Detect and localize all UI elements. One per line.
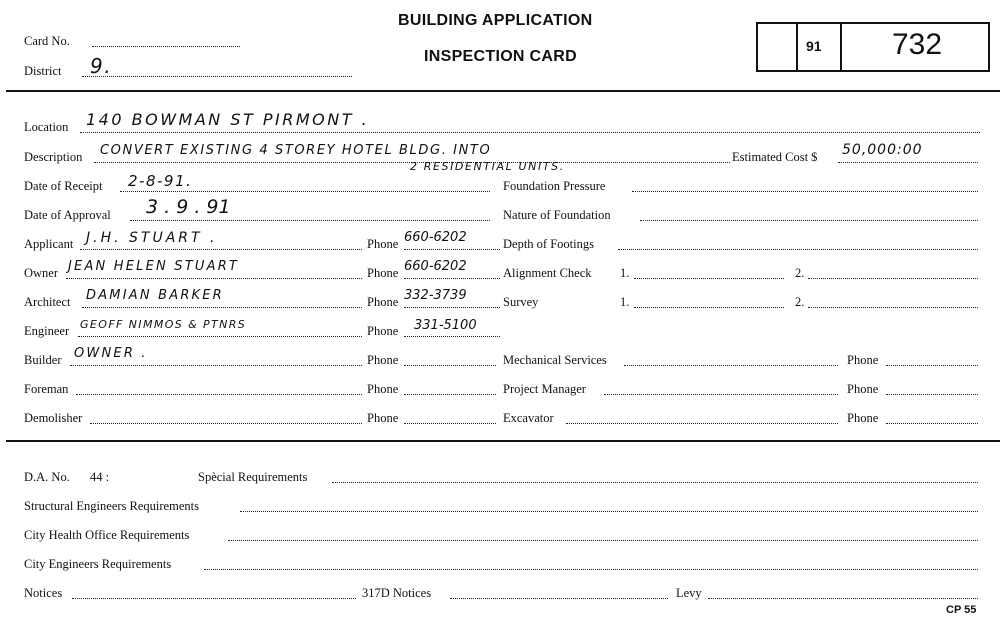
owner-field[interactable] (66, 278, 362, 279)
top-rule (6, 90, 1000, 92)
survey-2-field[interactable] (808, 307, 978, 308)
depth-of-footings-label: Depth of Footings (503, 237, 594, 251)
card-number-value: 732 (892, 28, 943, 61)
applicant-phone-field[interactable] (404, 249, 500, 250)
health-requirements-label: City Health Office Requirements (24, 528, 190, 542)
alignment-check-2-field[interactable] (808, 278, 978, 279)
date-of-receipt-field[interactable] (120, 191, 490, 192)
district-label: District (24, 64, 62, 78)
foreman-phone-label: Phone (367, 382, 399, 396)
builder-phone-label: Phone (367, 353, 399, 367)
notices-label: Notices (24, 586, 63, 600)
foundation-pressure-label: Foundation Pressure (503, 179, 606, 193)
alignment-check-1-field[interactable] (634, 278, 784, 279)
architect-value: DAMIAN BARKER (86, 288, 224, 303)
box-divider-1 (796, 24, 798, 70)
mechanical-services-field[interactable] (624, 365, 838, 366)
notices-317d-label: 317D Notices (362, 586, 432, 600)
description-label: Description (24, 150, 83, 164)
builder-value: OWNER . (74, 346, 148, 361)
health-requirements-field[interactable] (228, 540, 978, 541)
title-line-2: INSPECTION CARD (424, 48, 577, 65)
date-of-receipt-value: 2-8-91. (128, 172, 193, 190)
demolisher-phone-field[interactable] (404, 423, 496, 424)
architect-phone-value: 332-3739 (404, 288, 467, 303)
nature-of-foundation-label: Nature of Foundation (503, 208, 611, 222)
city-engineers-requirements-field[interactable] (204, 569, 978, 570)
applicant-value: J.H. STUART . (86, 230, 218, 246)
special-requirements-label: Spècial Requirements (198, 470, 308, 484)
excavator-label: Excavator (503, 411, 554, 425)
alignment-check-1-label: 1. (620, 266, 630, 280)
notices-field[interactable] (72, 598, 356, 599)
owner-phone-label: Phone (367, 266, 399, 280)
project-manager-field[interactable] (604, 394, 838, 395)
da-no-label: D.A. No. (24, 470, 70, 484)
district-field[interactable] (82, 76, 352, 77)
owner-phone-value: 660-6202 (404, 259, 467, 274)
demolisher-phone-label: Phone (367, 411, 399, 425)
alignment-check-2-label: 2. (795, 266, 805, 280)
survey-label: Survey (503, 295, 539, 309)
middle-rule (6, 440, 1000, 442)
builder-field[interactable] (70, 365, 362, 366)
engineer-phone-value: 331-5100 (414, 318, 477, 333)
district-value: 9. (90, 54, 113, 78)
architect-label: Architect (24, 295, 71, 309)
foreman-label: Foreman (24, 382, 69, 396)
card-no-label: Card No. (24, 34, 70, 48)
survey-1-label: 1. (620, 295, 630, 309)
title-line-1: BUILDING APPLICATION (398, 12, 593, 29)
applicant-label: Applicant (24, 237, 74, 251)
depth-of-footings-field[interactable] (618, 249, 978, 250)
card-no-field[interactable] (92, 46, 240, 47)
special-requirements-field[interactable] (332, 482, 978, 483)
foreman-phone-field[interactable] (404, 394, 496, 395)
structural-requirements-label: Structural Engineers Requirements (24, 499, 199, 513)
nature-of-foundation-field[interactable] (640, 220, 978, 221)
architect-phone-label: Phone (367, 295, 399, 309)
excavator-phone-label: Phone (847, 411, 879, 425)
location-value: 140 BOWMAN ST PIRMONT . (86, 110, 370, 129)
foundation-pressure-field[interactable] (632, 191, 978, 192)
survey-1-field[interactable] (634, 307, 784, 308)
applicant-phone-value: 660-6202 (404, 230, 467, 245)
date-of-approval-field[interactable] (130, 220, 490, 221)
estimated-cost-value: 50,000:00 (842, 142, 923, 158)
applicant-field[interactable] (80, 249, 362, 250)
mechanical-services-phone-label: Phone (847, 353, 879, 367)
survey-2-label: 2. (795, 295, 805, 309)
mechanical-services-phone-field[interactable] (886, 365, 978, 366)
form-code: CP 55 (946, 604, 977, 616)
notices-317d-field[interactable] (450, 598, 668, 599)
engineer-value: GEOFF NIMMOS & PTNRS (80, 318, 247, 331)
architect-phone-field[interactable] (404, 307, 500, 308)
builder-phone-field[interactable] (404, 365, 496, 366)
levy-field[interactable] (708, 598, 978, 599)
description-value: CONVERT EXISTING 4 STOREY HOTEL BLDG. INTO (100, 143, 492, 158)
date-of-approval-value: 3 . 9 . 91 (146, 196, 231, 218)
engineer-label: Engineer (24, 324, 70, 338)
owner-phone-field[interactable] (404, 278, 500, 279)
card-number-box (756, 22, 990, 72)
box-divider-2 (840, 24, 842, 70)
excavator-phone-field[interactable] (886, 423, 978, 424)
project-manager-phone-label: Phone (847, 382, 879, 396)
structural-requirements-field[interactable] (240, 511, 978, 512)
year-box-value: 91 (806, 38, 822, 54)
location-label: Location (24, 120, 69, 134)
foreman-field[interactable] (76, 394, 362, 395)
builder-label: Builder (24, 353, 62, 367)
applicant-phone-label: Phone (367, 237, 399, 251)
date-of-approval-label: Date of Approval (24, 208, 111, 222)
levy-label: Levy (676, 586, 702, 600)
mechanical-services-label: Mechanical Services (503, 353, 607, 367)
engineer-field[interactable] (78, 336, 362, 337)
estimated-cost-label: Estimated Cost $ (732, 150, 818, 164)
project-manager-phone-field[interactable] (886, 394, 978, 395)
da-no-value: 44 : (90, 470, 110, 484)
owner-label: Owner (24, 266, 59, 280)
alignment-check-label: Alignment Check (503, 266, 592, 280)
estimated-cost-field[interactable] (838, 162, 978, 163)
description-value-2: 2 RESIDENTIAL UNITS. (410, 160, 565, 173)
demolisher-label: Demolisher (24, 411, 83, 425)
location-field[interactable] (80, 132, 980, 133)
date-of-receipt-label: Date of Receipt (24, 179, 103, 193)
excavator-field[interactable] (566, 423, 838, 424)
architect-field[interactable] (82, 307, 362, 308)
owner-value: JEAN HELEN STUART (68, 259, 240, 274)
engineer-phone-label: Phone (367, 324, 399, 338)
project-manager-label: Project Manager (503, 382, 586, 396)
demolisher-field[interactable] (90, 423, 362, 424)
city-engineers-requirements-label: City Engineers Requirements (24, 557, 172, 571)
engineer-phone-field[interactable] (404, 336, 500, 337)
